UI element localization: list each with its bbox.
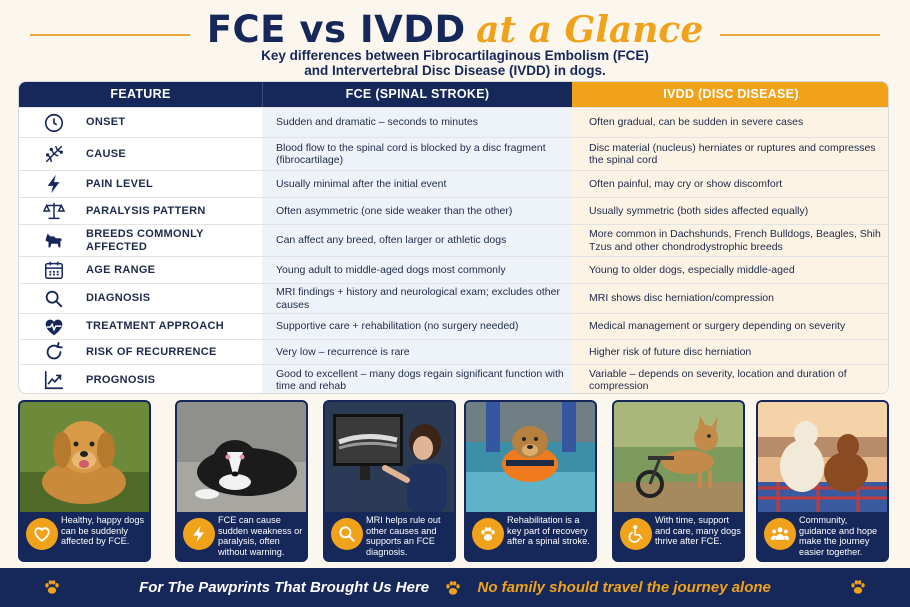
heart-pulse-icon <box>43 316 65 338</box>
feature-label: DIAGNOSIS <box>86 292 151 305</box>
ivdd-cell: Young to older dogs, especially middle-aged <box>589 263 795 276</box>
lightning-icon <box>43 173 65 195</box>
photo-cards <box>18 400 891 562</box>
dog-icon <box>43 230 65 252</box>
card-text: MRI helps rule out other causes and supports an FCE diagnosis. <box>366 515 441 557</box>
ivdd-cell: Usually symmetric (both sides affected equally) <box>589 204 809 217</box>
subtitle-line-2: and Intervertebral Disc Disease (IVDD) in dogs. <box>304 63 606 78</box>
title-main: FCE vs IVDD <box>206 8 466 51</box>
table-row-breeds <box>19 224 889 256</box>
ivdd-cell: Variable – depends on severity, location and duration of compression <box>589 367 847 392</box>
fce-cell: Sudden and dramatic – seconds to minutes <box>276 116 478 129</box>
mri-review-photo <box>325 402 454 512</box>
card-text: Rehabilitation is a key part of recovery after a spinal stroke. <box>507 515 590 547</box>
feature-label: ONSET <box>86 116 126 129</box>
feature-label: BREEDS COMMONLY AFFECTED <box>86 228 204 253</box>
feature-cell <box>19 284 262 313</box>
fce-cell: Good to excellent – many dogs regain significant function with time and rehab <box>276 367 564 392</box>
scales-icon <box>43 200 65 222</box>
table-header <box>19 82 889 107</box>
card-caption <box>614 512 743 560</box>
card-community <box>756 400 889 562</box>
card-rehabilitation <box>464 400 597 562</box>
title-script: at a Glance <box>476 8 704 51</box>
trend-chart-icon <box>43 369 65 391</box>
header <box>0 0 910 80</box>
feature-cell <box>19 257 262 283</box>
subtitle-line-1: Key differences between Fibrocartilaginous Embolism (FCE) <box>261 48 649 63</box>
heart-icon <box>26 518 58 550</box>
recurrence-icon <box>43 341 65 363</box>
dog-wheelchair-photo <box>614 402 743 512</box>
feature-cell <box>19 225 262 256</box>
feature-cell <box>19 198 262 224</box>
table-row-diagnosis <box>19 283 889 313</box>
table-row-prognosis <box>19 364 889 394</box>
clock-icon <box>43 112 65 134</box>
feature-cell <box>19 340 262 364</box>
feature-label: TREATMENT APPROACH <box>86 320 225 333</box>
ivdd-cell: Often gradual, can be sudden in severe cases <box>589 116 804 129</box>
fce-cell: Often asymmetric (one side weaker than the other) <box>276 204 513 217</box>
fce-cell: Can affect any breed, often larger or athletic dogs <box>276 234 507 247</box>
border-collie-photo <box>177 402 306 512</box>
footer-text <box>0 568 910 607</box>
feature-label: AGE RANGE <box>86 263 156 276</box>
fce-cell: Supportive care + rehabilitation (no surgery needed) <box>276 320 519 333</box>
golden-retriever-photo <box>20 402 149 512</box>
paw-icon <box>472 518 504 550</box>
fce-cell: Very low – recurrence is rare <box>276 345 410 358</box>
card-text: FCE can cause sudden weakness or paralysis, often without warning. <box>218 515 303 557</box>
table-row-age-range <box>19 256 889 283</box>
wheelchair-icon <box>620 518 652 550</box>
feature-cell <box>19 171 262 197</box>
feature-cell <box>19 365 262 394</box>
card-caption <box>177 512 306 560</box>
card-thrive <box>612 400 745 562</box>
card-mri <box>323 400 456 562</box>
header-fce: FCE (SPINAL STROKE) <box>262 82 572 107</box>
table-row-recurrence <box>19 339 889 364</box>
fce-cell: Usually minimal after the initial event <box>276 177 447 190</box>
footer-text-left: For The Pawprints That Brought Us Here <box>139 579 430 596</box>
two-dogs-sunset-photo <box>758 402 887 512</box>
footer-text-right: No family should travel the journey alone <box>477 579 771 596</box>
card-caption <box>758 512 887 560</box>
card-caption <box>20 512 149 560</box>
feature-label: PARALYSIS PATTERN <box>86 204 206 217</box>
fce-cell: MRI findings + history and neurological exam; excludes other causes <box>276 286 560 311</box>
ivdd-cell: MRI shows disc herniation/compression <box>589 292 774 305</box>
table-row-cause <box>19 137 889 170</box>
ivdd-cell: Medical management or surgery depending on severity <box>589 320 846 333</box>
card-text: With time, support and care, many dogs thrive after FCE. <box>655 515 741 547</box>
calendar-icon <box>43 259 65 281</box>
magnifier-icon <box>331 518 363 550</box>
card-caption <box>466 512 595 560</box>
header-feature: FEATURE <box>19 82 262 107</box>
feature-cell <box>19 108 262 137</box>
ivdd-cell: Disc material (nucleus) herniates or ruptures and compresses the spinal cord <box>589 141 876 166</box>
ivdd-cell: More common in Dachshunds, French Bulldogs, Beagles, Shih Tzus and other chondrodystrophic breeds <box>589 228 881 253</box>
feature-cell <box>19 314 262 339</box>
magnifier-icon <box>43 288 65 310</box>
table-row-onset <box>19 107 889 137</box>
hydrotherapy-photo <box>466 402 595 512</box>
ivdd-cell: Higher risk of future disc herniation <box>589 345 752 358</box>
card-text: Healthy, happy dogs can be suddenly affected by FCE. <box>61 515 145 547</box>
comparison-table <box>18 81 889 394</box>
fce-cell: Blood flow to the spinal cord is blocked by a disc fragment (fibrocartilage) <box>276 141 546 166</box>
table-row-treatment <box>19 313 889 339</box>
ivdd-cell: Often painful, may cry or show discomfort <box>589 177 783 190</box>
header-ivdd: IVDD (DISC DISEASE) <box>572 82 889 107</box>
subtitle <box>0 48 910 78</box>
page-title <box>0 8 910 52</box>
lightning-icon <box>183 518 215 550</box>
feature-label: RISK OF RECURRENCE <box>86 345 217 358</box>
feature-label: CAUSE <box>86 147 127 160</box>
card-text: Community, guidance and hope make the journey easier together. <box>799 515 878 557</box>
feature-label: PROGNOSIS <box>86 373 156 386</box>
card-caption <box>325 512 454 560</box>
feature-cell <box>19 138 262 170</box>
card-healthy-dogs <box>18 400 151 562</box>
table-row-pain-level <box>19 170 889 197</box>
table-row-paralysis-pattern <box>19 197 889 224</box>
footer-banner <box>0 568 910 607</box>
paw-icon <box>443 578 463 598</box>
feature-label: PAIN LEVEL <box>86 177 153 190</box>
community-icon <box>764 518 796 550</box>
paw-icon <box>848 577 868 597</box>
fce-cell: Young adult to middle-aged dogs most commonly <box>276 263 506 276</box>
nerve-icon <box>43 143 65 165</box>
card-sudden-weakness <box>175 400 308 562</box>
